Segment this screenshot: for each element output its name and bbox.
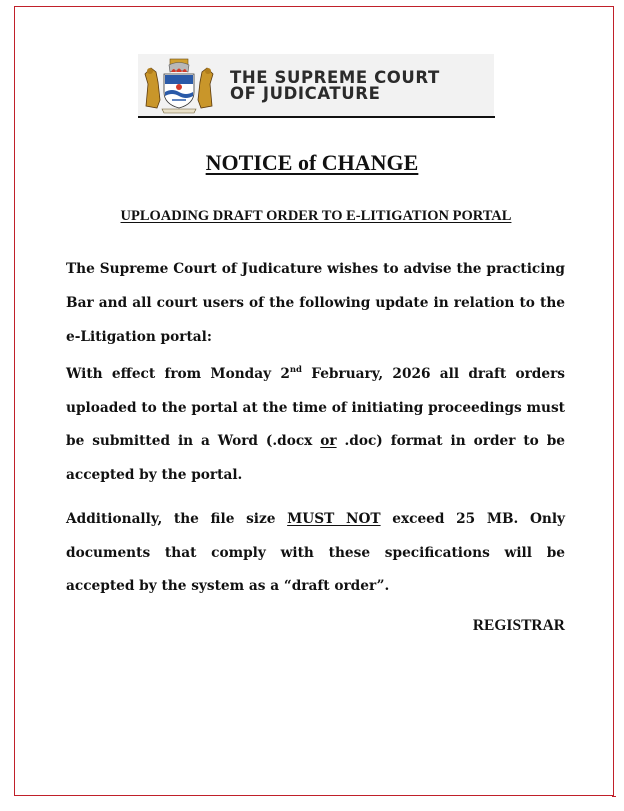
file-size-text-2: exceed 25 MB. Only documents that comply with these specifications will be accepted by the system as a “draft order”. <box>66 511 566 594</box>
registrar-signature: REGISTRAR <box>472 617 565 634</box>
border-corner-mark <box>612 796 616 797</box>
court-name-logo-text <box>230 70 440 102</box>
court-name-line-2: OF JUDICATURE <box>230 84 381 103</box>
header-rule <box>138 116 495 118</box>
effective-date-text-1: With effect from Monday 2 <box>66 366 290 382</box>
effective-date-text-3: .doc) format in order to be accepted by the portal. <box>66 433 565 483</box>
must-not-emphasis: MUST NOT <box>287 511 381 527</box>
format-or-emphasis: or <box>320 433 337 449</box>
file-size-text-1: Additionally, the file size <box>66 511 288 527</box>
effective-date-text-2: February, 2026 all draft orders uploaded to the portal at the time of initiating proceedings must be submitted in a Word (.docx <box>66 366 565 449</box>
coat-of-arms-icon <box>140 56 218 114</box>
notice-paragraph-effective-date <box>66 358 565 492</box>
notice-paragraph-intro: The Supreme Court of Judicature wishes to advise the practicing Bar and all court users of the following update in relation to the e-Litigation portal: <box>66 261 565 345</box>
notice-paragraph-file-size <box>66 503 565 604</box>
court-name-line-1: THE SUPREME COURT <box>230 68 440 87</box>
court-logo-banner <box>138 54 494 116</box>
ordinal-suffix: nd <box>289 365 302 375</box>
notice-subtitle: UPLOADING DRAFT ORDER TO E-LITIGATION PORTAL <box>120 208 512 224</box>
notice-title: NOTICE of CHANGE <box>205 150 419 175</box>
